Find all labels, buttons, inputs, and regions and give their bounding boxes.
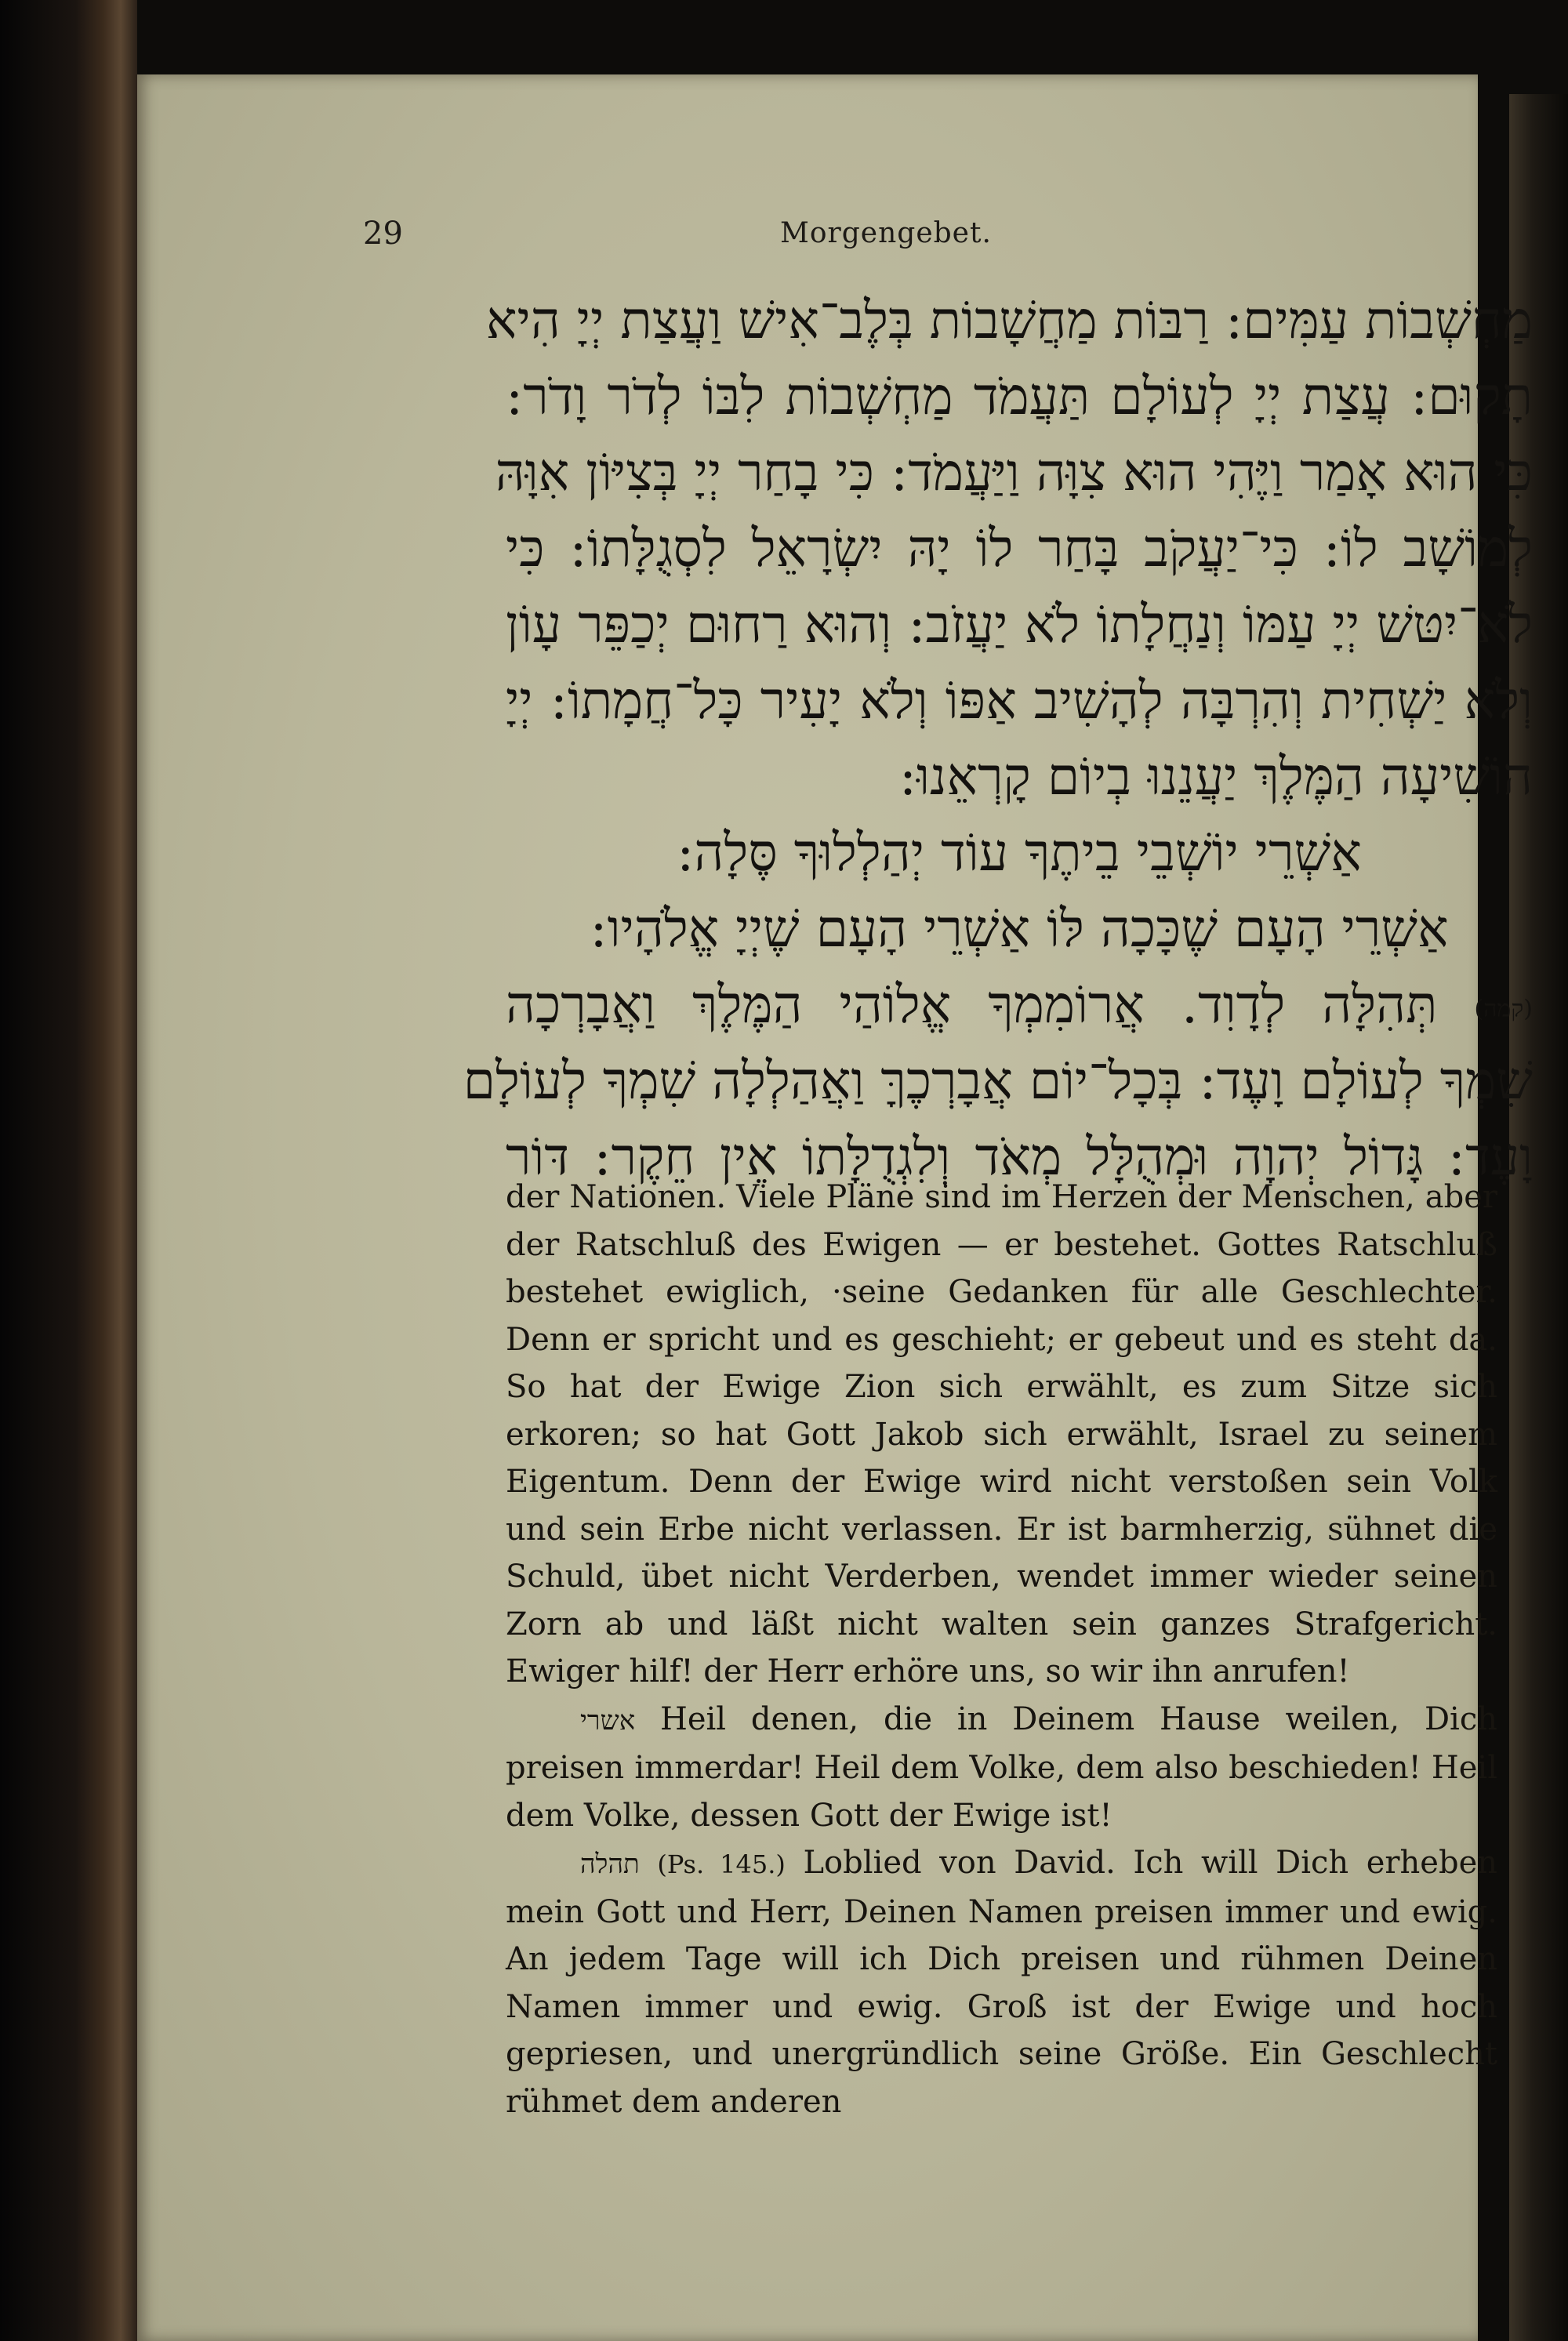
page-header xyxy=(137,216,1478,270)
book-page xyxy=(137,74,1533,2341)
hebrew-line: לְמוֹשָׁב לוֹ: כִּי־יַעֲקֹב בָּחַר לוֹ יָהּ יִשְׂרָאֵל לִסְגֻלָּתוֹ: כִּי xyxy=(506,518,1533,579)
paragraph-text: Loblied von David. Ich will Dich erheben mein Gott und Herr, Deinen Namen preisen immer und ewig. An jedem Tage will ich Dich preisen und rühmen Deinen Namen immer und ewig. Groß ist der Ewige und hoch gepriesen, und unergründlich seine Größe. Ein Geschlecht rühmet dem anderen xyxy=(506,1845,1498,2120)
hebrew-line: כִּי הוּא אָמַר וַיֶּהִי הוּא צִוָּה וַיַּעֲמֹד: כִּי בָחַר יְיָ בְּצִיּוֹן אִוָּהּ xyxy=(495,442,1533,503)
psalm-reference: (קמה) xyxy=(1474,995,1533,1023)
hebrew-line-text: תְּהִלָּה לְדָוִד. אֲרוֹמִמְךָ אֱלוֹהַי הַמֶּלֶךְ וַאֲבָרְכָה xyxy=(506,975,1438,1035)
hebrew-line: וְלֹא יַשְׁחִית וְהִרְבָּה לְהָשִׁיב אַפּוֹ וְלֹא יָעִיר כָּל־חֲמָתוֹ: יְיָ xyxy=(506,670,1533,731)
translation-paragraph xyxy=(506,1839,1497,2125)
german-translation xyxy=(506,1174,1497,2125)
book-spine xyxy=(0,0,137,2341)
hebrew-text-block xyxy=(463,282,1533,1195)
hebrew-line: מַחְשְׁבוֹת עַמִּים: רַבּוֹת מַחֲשָׁבוֹת בְּלֶב־אִישׁ וַעֲצַת יְיָ הִיא xyxy=(485,290,1533,350)
hebrew-line: שִׁמְךָ לְעוֹלָם וָעֶד: בְּכָל־יוֹם אֲבָרְכֶךָּ וַאֲהַלְלָה שִׁמְךָ לְעוֹלָם xyxy=(463,1051,1533,1111)
psalm-citation: (Ps. 145.) xyxy=(657,1849,786,1879)
hebrew-line: הוֹשִׁיעָה הַמֶּלֶךְ יַעֲנֵנוּ בְיוֹם קָרְאֵנוּ: xyxy=(898,746,1533,807)
hebrew-line-psalm-start xyxy=(506,967,1533,1043)
paragraph-text: Heil denen, die in Deinem Hause weilen, Dich preisen immerdar! Heil dem Volke, dem also beschieden! Heil dem Volke, dessen Gott der Ewige ist! xyxy=(506,1700,1498,1834)
translation-paragraph xyxy=(506,1696,1497,1840)
page-number: 29 xyxy=(363,216,403,252)
hebrew-line: וָעֶד: גָּדוֹל יְהוָה וּמְהֻלָּל מְאֹד וְלִגְדֻלָּתוֹ אֵין חֵקֶר: דּוֹר xyxy=(506,1127,1533,1187)
hebrew-line: לֹא־יִטּשׁ יְיָ עַמּוֹ וְנַחֲלָתוֹ לֹא יַעֲזֹב: וְהוּא רַחוּם יְכַפֵּר עָוֹן xyxy=(506,594,1533,655)
translation-paragraph: der Nationen. Viele Pläne sind im Herzen der Menschen, aber der Ratschluß des Ewigen — er bestehet. Gottes Ratschluß bestehet ewiglich, ·seine Gedanken für alle Geschlechter. Denn er spricht und es geschieht; er gebeut und es steht da. So hat der Ewige Zion sich erwählt, es zum Sitze sich erkoren; so hat Gott Jakob sich erwählt, Israel zu seinem Eigentum. Denn der Ewige wird nicht verstoßen sein Volk und sein Erbe nicht verlassen. Er ist barmherzig, sühnet die Schuld, übet nicht Verderben, wendet immer wieder seinen Zorn ab und läßt nicht walten sein ganzes Strafgericht. Ewiger hilf! der Herr erhöre uns, so wir ihn anrufen! xyxy=(506,1179,1497,1690)
hebrew-incipit: אשרי xyxy=(580,1704,636,1737)
hebrew-incipit: תהלה xyxy=(580,1849,640,1880)
hebrew-verse-ashrei-1: אַשְׁרֵי יוֹשְׁבֵי בֵיתֶךָ עוֹד יְהַלְלוּךָ סֶּלָה: xyxy=(677,822,1362,883)
hebrew-line: תָקוּם: עֲצַת יְיָ לְעוֹלָם תַּעֲמֹד מַחְשְׁבוֹת לִבּוֹ לְדֹר וָדֹר: xyxy=(506,366,1533,426)
running-head: Morgengebet. xyxy=(780,217,992,249)
hebrew-verse-ashrei-2: אַשְׁרֵי הָעָם שֶׁכָּכָה לּוֹ אַשְׁרֵי הָעָם שֶׁיְיָ אֱלֹהָיו: xyxy=(590,898,1449,959)
